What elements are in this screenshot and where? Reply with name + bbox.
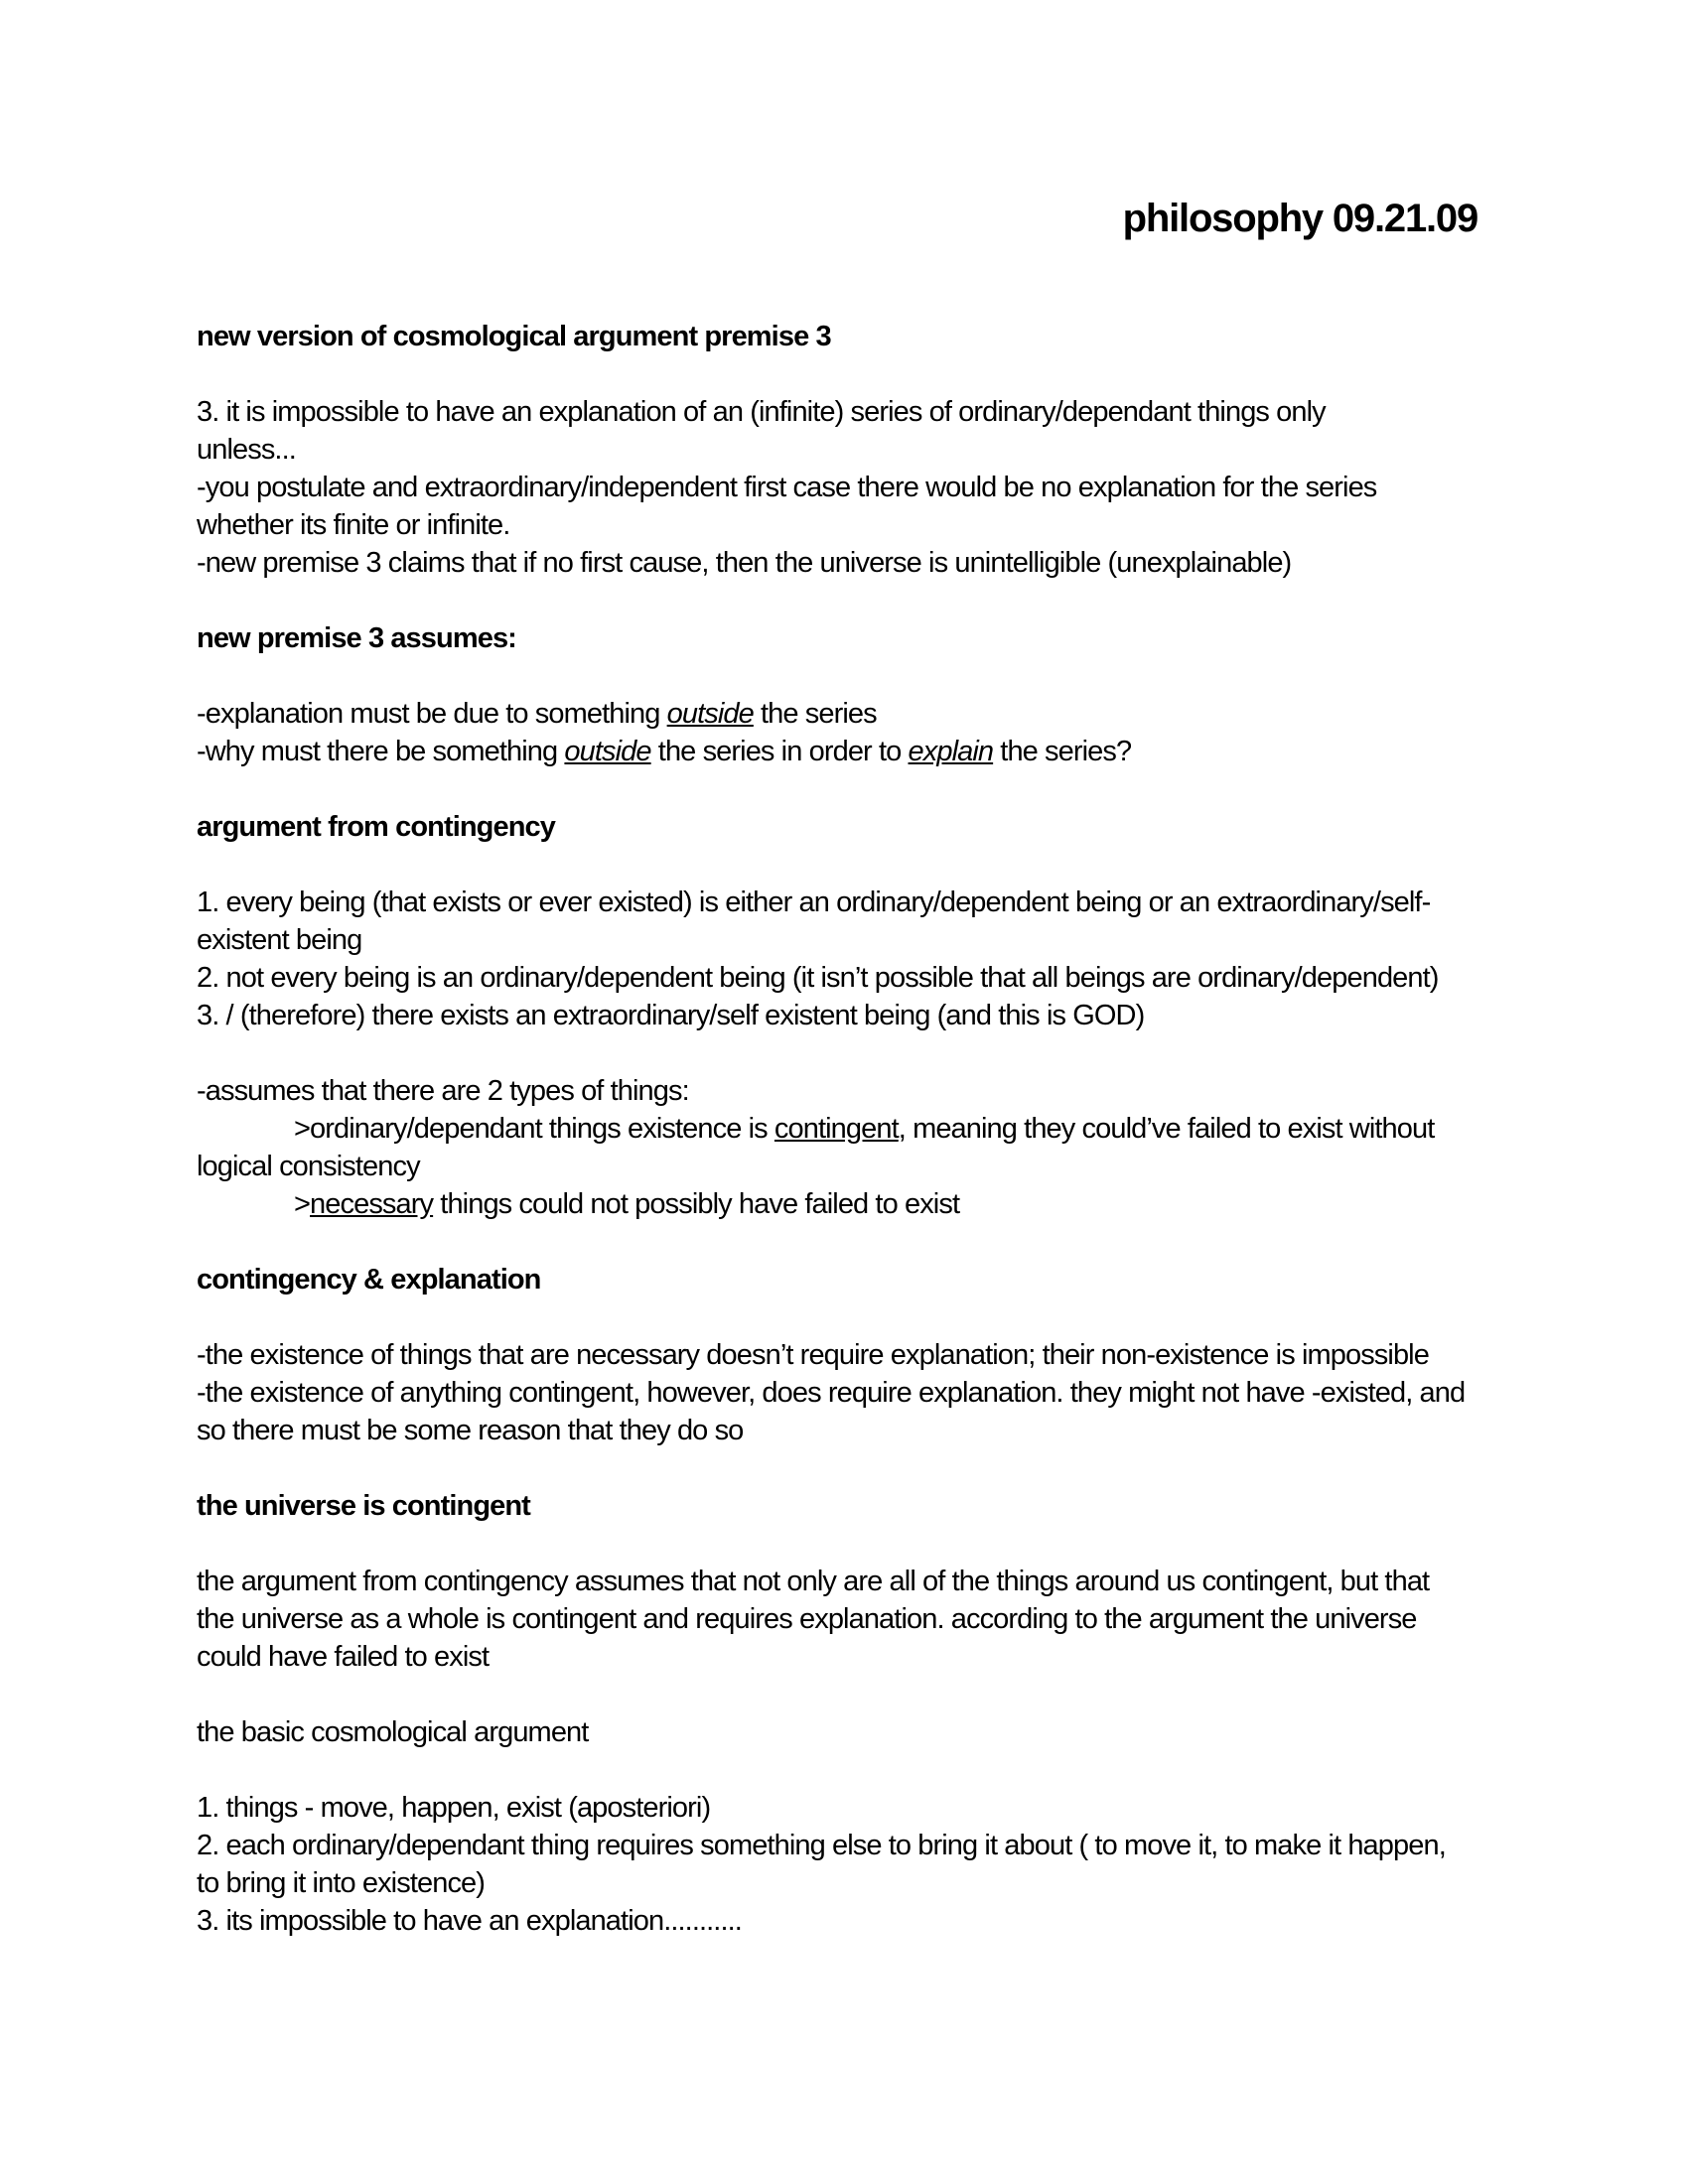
spacer <box>197 657 1487 695</box>
text-line: the argument from contingency assumes that not only are all of the things around us contingent, but that <box>197 1566 1430 1597</box>
spacer <box>197 355 1487 393</box>
text-segment: > <box>294 1188 311 1220</box>
spacer <box>197 1751 1487 1789</box>
text-segment: the series <box>753 698 877 730</box>
text-segment: the series in order to <box>650 736 909 767</box>
emphasis-outside: outside <box>666 698 754 730</box>
section-subtitle-basic-cosmological: the basic cosmological argument <box>197 1716 589 1748</box>
emphasis-outside: outside <box>564 736 651 767</box>
spacer <box>197 1034 1487 1072</box>
spacer <box>197 1449 1487 1487</box>
text-line: -assumes that there are 2 types of things: <box>197 1075 689 1107</box>
spacer <box>197 846 1487 884</box>
text-line: the universe as a whole is contingent and requires explanation. according to the argument the universe <box>197 1603 1417 1635</box>
text-line: unless... <box>197 434 296 466</box>
text-line: 2. each ordinary/dependant thing requires something else to bring it about ( to move it, to make it happen, <box>197 1830 1446 1861</box>
spacer <box>197 582 1487 619</box>
text-line: could have failed to exist <box>197 1641 490 1673</box>
text-line: -you postulate and extraordinary/independent first case there would be no explanation for the series <box>197 472 1377 503</box>
page-title: philosophy 09.21.09 <box>1122 197 1477 240</box>
text-line: -the existence of anything contingent, however, does require explanation. they might not have -existed, and <box>197 1377 1466 1409</box>
text-line: so there must be some reason that they do so <box>197 1415 744 1446</box>
text-line: -the existence of things that are necessary doesn’t require explanation; their non-existence is impossible <box>197 1339 1429 1371</box>
text-line <box>197 733 1487 770</box>
spacer <box>197 1676 1487 1713</box>
text-line: existent being <box>197 924 362 956</box>
indented-item <box>197 1185 1487 1223</box>
section-heading-universe-contingent: the universe is contingent <box>197 1490 530 1522</box>
text-line: to bring it into existence) <box>197 1867 486 1899</box>
spacer <box>197 1223 1487 1261</box>
underlined-contingent: contingent <box>774 1113 899 1145</box>
text-line: 1. every being (that exists or ever existed) is either an ordinary/dependent being or an extraordinary/self- <box>197 887 1431 918</box>
text-line: 3. / (therefore) there exists an extraordinary/self existent being (and this is GOD) <box>197 1000 1145 1031</box>
text-segment: the series? <box>993 736 1132 767</box>
section-heading-argument-from-contingency: argument from contingency <box>197 811 555 843</box>
section-heading-premise-3: new version of cosmological argument premise 3 <box>197 321 831 352</box>
text-segment: , meaning they could’ve failed to exist without <box>898 1113 1435 1145</box>
text-line: 2. not every being is an ordinary/dependent being (it isn’t possible that all beings are ordinary/dependent) <box>197 962 1439 994</box>
text-line: -new premise 3 claims that if no first cause, then the universe is unintelligible (unexplainable) <box>197 547 1292 579</box>
text-line: 3. it is impossible to have an explanation of an (infinite) series of ordinary/dependant things only <box>197 396 1326 428</box>
text-line: logical consistency <box>197 1151 420 1182</box>
text-segment: -why must there be something <box>197 736 565 767</box>
section-heading-premise-3-assumes: new premise 3 assumes: <box>197 622 516 654</box>
text-line <box>197 695 1487 733</box>
underlined-necessary: necessary <box>310 1188 434 1220</box>
emphasis-explain: explain <box>908 736 994 767</box>
text-segment: things could not possibly have failed to exist <box>433 1188 960 1220</box>
text-segment: >ordinary/dependant things existence is <box>294 1113 774 1145</box>
indented-item <box>197 1110 1487 1148</box>
document-body <box>197 318 1487 1940</box>
section-heading-contingency-explanation: contingency & explanation <box>197 1264 541 1296</box>
spacer <box>197 1525 1487 1563</box>
text-segment: -explanation must be due to something <box>197 698 667 730</box>
text-line: 3. its impossible to have an explanation........... <box>197 1905 742 1937</box>
text-line: whether its finite or infinite. <box>197 509 510 541</box>
spacer <box>197 770 1487 808</box>
spacer <box>197 1298 1487 1336</box>
text-line: 1. things - move, happen, exist (aposteriori) <box>197 1792 711 1824</box>
